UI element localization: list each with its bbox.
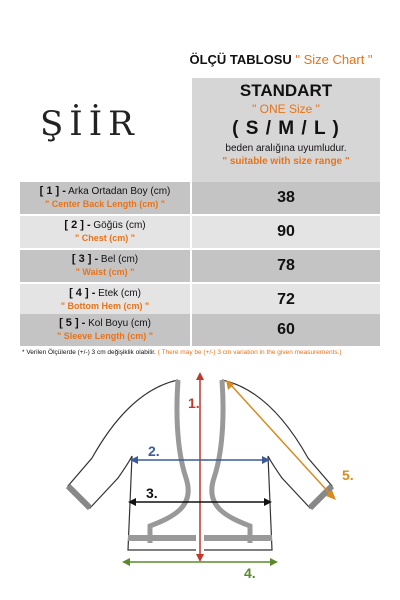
measure-line-5 [230, 384, 332, 496]
row-label [20, 216, 190, 248]
arrow-right-icon [270, 558, 278, 566]
row-label-tr: Etek (cm) [98, 288, 141, 299]
row-label [20, 182, 190, 214]
row-label-en: " Center Back Length (cm) " [44, 199, 166, 209]
one-size-label: " ONE Size " [252, 102, 320, 116]
row-value: 38 [192, 182, 380, 214]
row-label [20, 314, 190, 346]
row-label-tr: Arka Ortadan Boy (cm) [68, 186, 171, 197]
measure-label-4: 4. [244, 565, 256, 581]
footnote-en: ( There may be (+/-) 3 cm variation in the given measurements.) [157, 349, 342, 356]
arrow-right-icon [264, 498, 272, 506]
row-label-tr: Bel (cm) [100, 254, 139, 265]
row-label-tr: Kol Boyu (cm) [88, 318, 151, 329]
row-label-en: " Bottom Hem (cm) " [60, 301, 150, 311]
row-number: [ 3 ] - [71, 253, 99, 265]
measure-label-1: 1. [188, 395, 200, 411]
arrow-left-icon [122, 558, 130, 566]
measurement-row [20, 250, 380, 282]
measure-label-3: 3. [146, 485, 158, 501]
measurement-row [20, 182, 380, 214]
arrow-up-icon [196, 372, 204, 380]
arrow-up-icon [226, 380, 234, 390]
row-label [20, 284, 190, 316]
measure-label-2: 2. [148, 443, 160, 459]
row-value: 78 [192, 250, 380, 282]
measurement-row [20, 314, 380, 346]
row-number: [ 1 ] - [39, 185, 66, 197]
brand-logo: ŞİİR [40, 104, 140, 144]
row-value: 90 [192, 216, 380, 248]
measurement-row [20, 216, 380, 248]
title-en: " Size Chart " [295, 52, 373, 67]
size-chart-title [170, 52, 392, 67]
arrow-left-icon [128, 498, 136, 506]
measure-label-5: 5. [342, 467, 354, 483]
row-value: 60 [192, 314, 380, 346]
standard-title: STANDART [239, 81, 333, 100]
footnote-tr: * Verilen Ölçülerde (+/-) 3 cm değişiklik olabilir. [22, 349, 156, 356]
standard-size-box [192, 78, 380, 182]
cardigan-diagram [0, 368, 400, 600]
row-number: [ 5 ] - [59, 317, 86, 329]
footnote [22, 349, 342, 356]
row-value: 72 [192, 284, 380, 316]
row-label-tr: Göğüs (cm) [93, 220, 146, 231]
row-label [20, 250, 190, 282]
measurement-row [20, 284, 380, 316]
fit-note-en: " suitable with size range " [222, 156, 350, 167]
row-number: [ 4 ] - [69, 287, 96, 299]
row-label-en: " Chest (cm) " [74, 233, 136, 243]
title-tr: ÖLÇÜ TABLOSU [189, 52, 292, 67]
fit-note-tr: beden aralığına uyumludur. [225, 143, 347, 154]
arrow-down-icon [196, 554, 204, 562]
row-label-en: " Waist (cm) " [75, 267, 135, 277]
size-range: ( S / M / L ) [232, 118, 340, 139]
row-number: [ 2 ] - [64, 219, 91, 231]
row-label-en: " Sleeve Length (cm) " [56, 331, 154, 341]
